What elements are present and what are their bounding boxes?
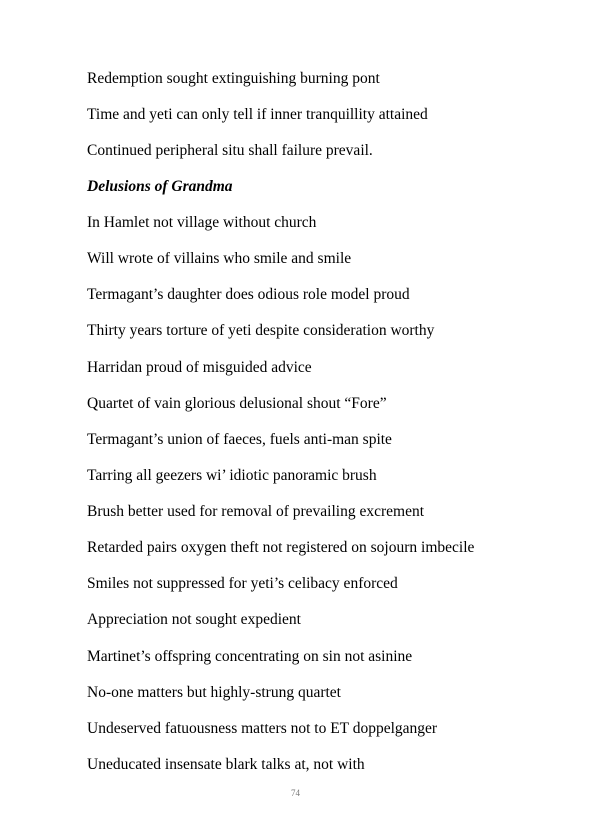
poem-line: Tarring all geezers wi’ idiotic panoramic brush (87, 467, 377, 484)
poem-line: Quartet of vain glorious delusional shout “Fore” (87, 395, 387, 412)
poem-line: Retarded pairs oxygen theft not registered on sojourn imbecile (87, 539, 475, 556)
poem-line: Undeserved fatuousness matters not to ET doppelganger (87, 720, 438, 737)
poem-line: Termagant’s daughter does odious role model proud (87, 286, 410, 303)
poem-title: Delusions of Grandma (87, 178, 233, 195)
poem-line: Termagant’s union of faeces, fuels anti-man spite (87, 431, 392, 448)
poem-line: Brush better used for removal of prevailing excrement (87, 503, 425, 520)
poem-line: Will wrote of villains who smile and smile (87, 250, 352, 267)
poem-line: Redemption sought extinguishing burning pont (87, 70, 380, 87)
poem-line: In Hamlet not village without church (87, 214, 317, 231)
poem-line: Uneducated insensate blark talks at, not with (87, 756, 365, 773)
poem-line: Appreciation not sought expedient (87, 611, 301, 628)
poem-line: Smiles not suppressed for yeti’s celibacy enforced (87, 575, 398, 592)
poem-line: Thirty years torture of yeti despite consideration worthy (87, 322, 435, 339)
poem-line: Harridan proud of misguided advice (87, 359, 312, 376)
poem-line: Time and yeti can only tell if inner tranquillity attained (87, 106, 428, 123)
poem-line: No-one matters but highly-strung quartet (87, 684, 341, 701)
poem-line: Martinet’s offspring concentrating on sin not asinine (87, 648, 413, 665)
page-number: 74 (291, 788, 300, 798)
poem-line: Continued peripheral situ shall failure prevail. (87, 142, 373, 159)
